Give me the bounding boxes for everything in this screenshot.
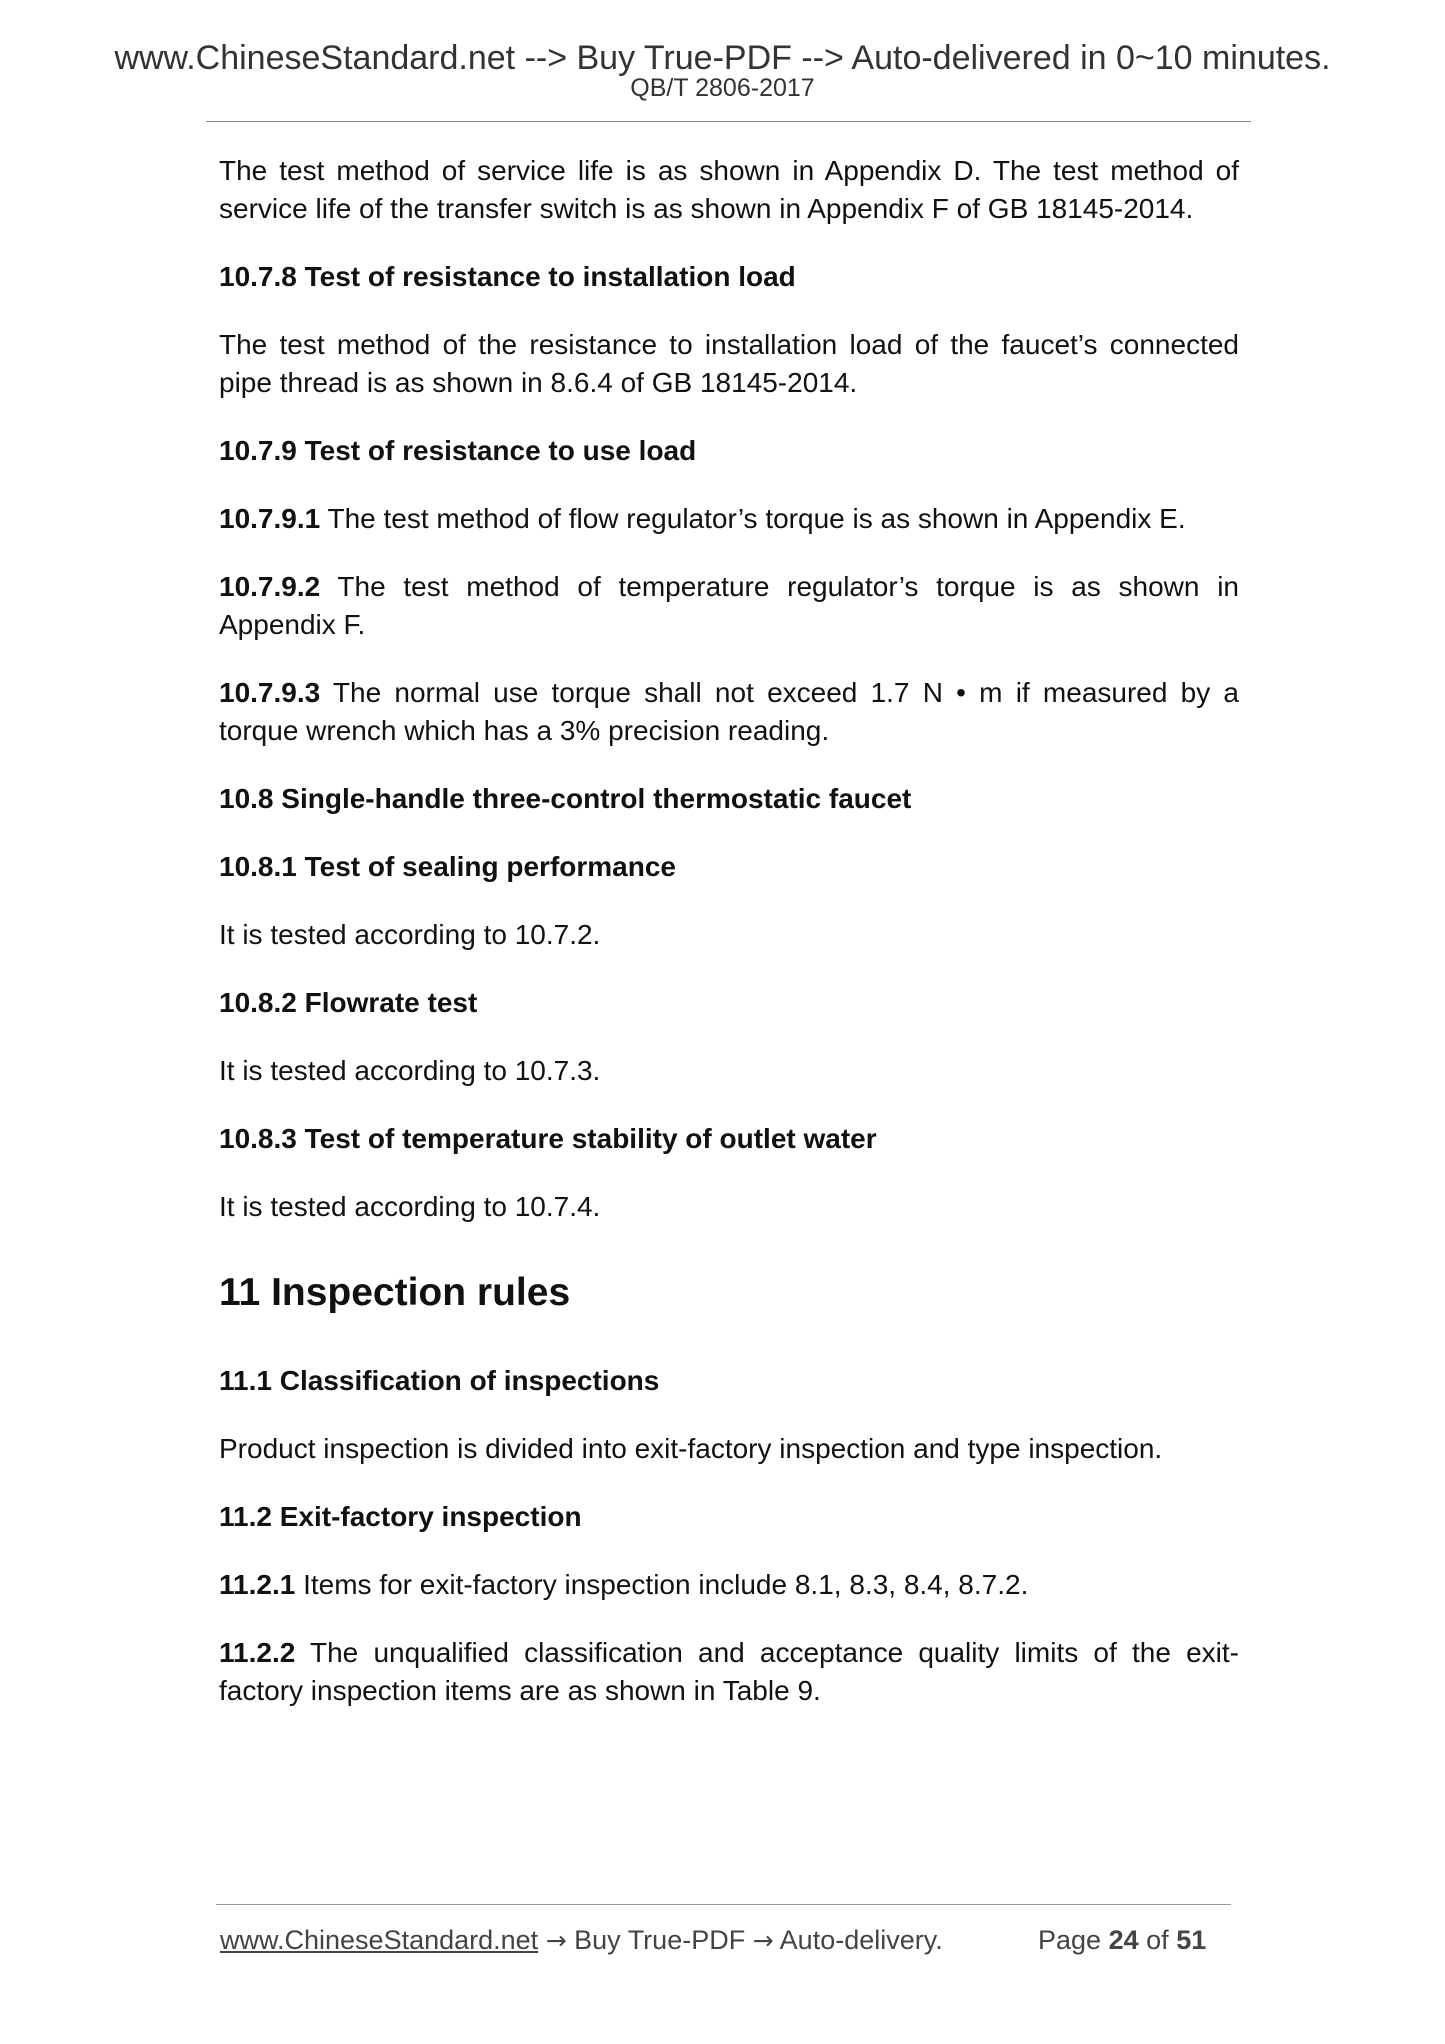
heading-10-8-2: 10.8.2 Flowrate test (219, 987, 478, 1018)
page-content (219, 152, 1239, 1710)
heading-10-7-8: 10.7.8 Test of resistance to installation load (219, 261, 796, 292)
paragraph-10-8-1: It is tested according to 10.7.2. (219, 919, 601, 950)
right-arrow-icon: → (752, 1926, 774, 1955)
footer-site-link[interactable]: www.ChineseStandard.net (220, 1925, 539, 1955)
clause-text: The test method of temperature regulator’s torque is as shown in Appendix F. (219, 571, 1239, 640)
clause-text: Items for exit-factory inspection include 8.1, 8.3, 8.4, 8.7.2. (295, 1569, 1029, 1600)
footer-links (220, 1924, 943, 1957)
clause-10-7-9-1 (219, 500, 1239, 538)
heading-11-inspection-rules: 11 Inspection rules (219, 1271, 571, 1314)
clause-number: 10.7.9.3 (219, 677, 321, 708)
footer-delivery-text: Auto-delivery. (773, 1925, 943, 1955)
heading-10-8-1: 10.8.1 Test of sealing performance (219, 851, 676, 882)
heading-11-1: 11.1 Classification of inspections (219, 1365, 660, 1396)
document-code: QB/T 2806-2017 (630, 74, 815, 102)
header-divider (206, 121, 1251, 122)
paragraph-10-8-3: It is tested according to 10.7.4. (219, 1191, 601, 1222)
page-label: Page (1038, 1925, 1102, 1955)
right-arrow-icon: → (545, 1926, 567, 1955)
paragraph-installation-load: The test method of the resistance to installation load of the faucet’s connected pipe thread is as shown in 8.6.4 of GB 18145-2014. (219, 329, 1239, 398)
current-page: 24 (1108, 1925, 1139, 1955)
page-number (1038, 1924, 1206, 1956)
clause-11-2-1 (219, 1566, 1239, 1604)
clause-number: 10.7.9.1 (219, 503, 321, 534)
clause-10-7-9-3 (219, 674, 1239, 750)
total-pages: 51 (1176, 1925, 1207, 1955)
paragraph-service-life: The test method of service life is as shown in Appendix D. The test method of service life of the transfer switch is as shown in Appendix F of GB 18145-2014. (219, 155, 1239, 224)
clause-number: 11.2.1 (219, 1569, 296, 1600)
clause-11-2-2 (219, 1634, 1239, 1710)
paragraph-11-1: Product inspection is divided into exit-factory inspection and type inspection. (219, 1433, 1163, 1464)
clause-text: The normal use torque shall not exceed 1.7 N • m if measured by a torque wrench which has a 3% precision reading. (219, 677, 1239, 746)
heading-10-8-3: 10.8.3 Test of temperature stability of outlet water (219, 1123, 877, 1154)
of-label: of (1146, 1925, 1169, 1955)
clause-10-7-9-2 (219, 568, 1239, 644)
heading-11-2: 11.2 Exit-factory inspection (219, 1501, 582, 1532)
clause-number: 11.2.2 (219, 1637, 296, 1668)
footer-divider (216, 1904, 1231, 1905)
clause-text: The test method of flow regulator’s torque is as shown in Appendix E. (320, 503, 1186, 534)
heading-10-7-9: 10.7.9 Test of resistance to use load (219, 435, 697, 466)
heading-10-8: 10.8 Single-handle three-control thermostatic faucet (219, 783, 912, 814)
header-banner: www.ChineseStandard.net --> Buy True-PDF --> Auto-delivered in 0~10 minutes. (114, 39, 1331, 77)
paragraph-10-8-2: It is tested according to 10.7.3. (219, 1055, 601, 1086)
footer-buy-text: Buy True-PDF (566, 1925, 753, 1955)
clause-text: The unqualified classification and acceptance quality limits of the exit-factory inspection items are as shown in Table 9. (219, 1637, 1239, 1706)
clause-number: 10.7.9.2 (219, 571, 321, 602)
